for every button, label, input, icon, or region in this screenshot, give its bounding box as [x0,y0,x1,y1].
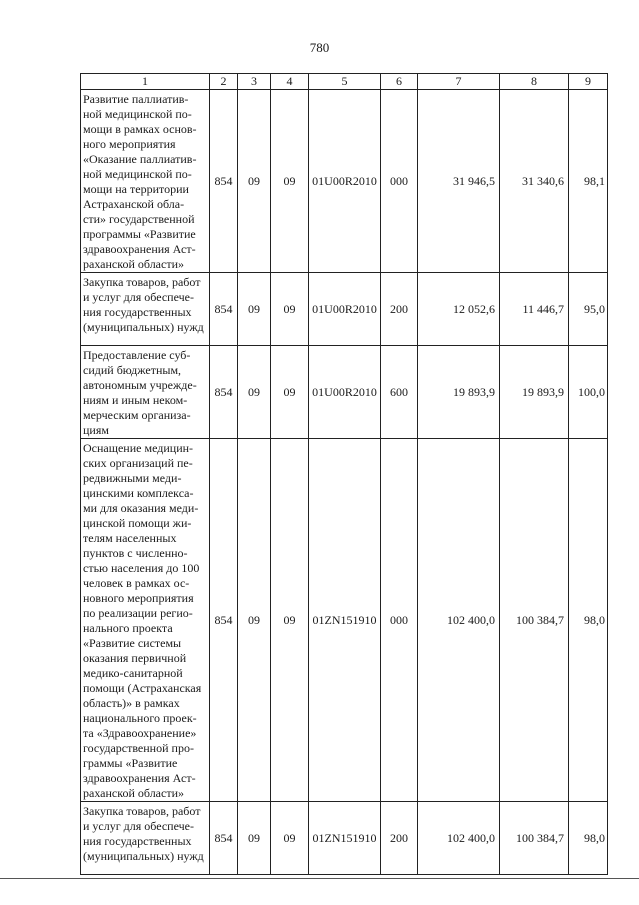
row-description: Оснащение медицин-ских организаций пе-редвижными меди-цинскими комплекса-ми для оказания меди-цинской помощи жи-телям населенных пунктов с численно-стью населения до 100 человек в рамках ос-новного мероприятия по реализации регио-нального проекта «Развитие системы оказания первичной медико-санитарной помощи (Астраханская область)» в рамках национального проек-та «Здравоохранение» государственной про-граммы «Развитие здравоохранения Аст-раханской области» [81,439,210,802]
cell-planned: 31 946,5 [418,90,500,273]
cell-planned: 102 400,0 [418,439,500,802]
cell-percent: 98,0 [569,802,608,875]
cell-ministry: 854 [210,273,238,346]
cell-subsection: 09 [271,346,309,439]
cell-section: 09 [238,273,271,346]
cell-percent: 98,1 [569,90,608,273]
cell-percent: 100,0 [569,346,608,439]
row-description: Развитие паллиатив-ной медицинской по-мощи в рамках основ-ного мероприятия «Оказание паллиатив-ной медицинской по-мощи на территории Астраханской обла-сти» государственной программы «Развитие здравоохранения Аст-раханской области» [81,90,210,273]
page-bottom-rule [0,878,639,879]
cell-target-article: 01ZN151910 [309,439,381,802]
header-cell: 4 [271,74,309,90]
cell-target-article: 01U00R2010 [309,90,381,273]
header-cell: 9 [569,74,608,90]
cell-executed: 31 340,6 [500,90,569,273]
row-description: Закупка товаров, работ и услуг для обеспече-ния государственных (муниципальных) нужд [81,802,210,875]
cell-target-article: 01U00R2010 [309,273,381,346]
header-cell: 3 [238,74,271,90]
cell-planned: 19 893,9 [418,346,500,439]
cell-ministry: 854 [210,346,238,439]
cell-ministry: 854 [210,802,238,875]
cell-ministry: 854 [210,90,238,273]
cell-expense-type: 000 [381,90,418,273]
table-row [81,439,608,802]
cell-section: 09 [238,439,271,802]
table-row [81,346,608,439]
cell-section: 09 [238,346,271,439]
table-row [81,802,608,875]
cell-executed: 11 446,7 [500,273,569,346]
cell-executed: 19 893,9 [500,346,569,439]
header-cell: 8 [500,74,569,90]
cell-executed: 100 384,7 [500,439,569,802]
cell-subsection: 09 [271,439,309,802]
cell-subsection: 09 [271,273,309,346]
header-cell: 6 [381,74,418,90]
cell-expense-type: 200 [381,273,418,346]
cell-subsection: 09 [271,90,309,273]
cell-executed: 100 384,7 [500,802,569,875]
header-cell: 1 [81,74,210,90]
cell-percent: 98,0 [569,439,608,802]
cell-target-article: 01U00R2010 [309,346,381,439]
cell-percent: 95,0 [569,273,608,346]
cell-subsection: 09 [271,802,309,875]
page-number: 780 [309,40,330,55]
cell-section: 09 [238,90,271,273]
header-cell: 7 [418,74,500,90]
cell-planned: 102 400,0 [418,802,500,875]
cell-expense-type: 600 [381,346,418,439]
budget-table [80,73,608,875]
row-description: Закупка товаров, работ и услуг для обеспече-ния государственных (муниципальных) нужд [81,273,210,346]
cell-ministry: 854 [210,439,238,802]
header-row [81,74,608,90]
cell-target-article: 01ZN151910 [309,802,381,875]
cell-expense-type: 200 [381,802,418,875]
table-row [81,90,608,273]
table-row [81,273,608,346]
row-description: Предоставление суб-сидий бюджетным, автономным учрежде-ниям и иным неком-мерческим организа-циям [81,346,210,439]
cell-section: 09 [238,802,271,875]
header-cell: 5 [309,74,381,90]
cell-planned: 12 052,6 [418,273,500,346]
cell-expense-type: 000 [381,439,418,802]
header-cell: 2 [210,74,238,90]
